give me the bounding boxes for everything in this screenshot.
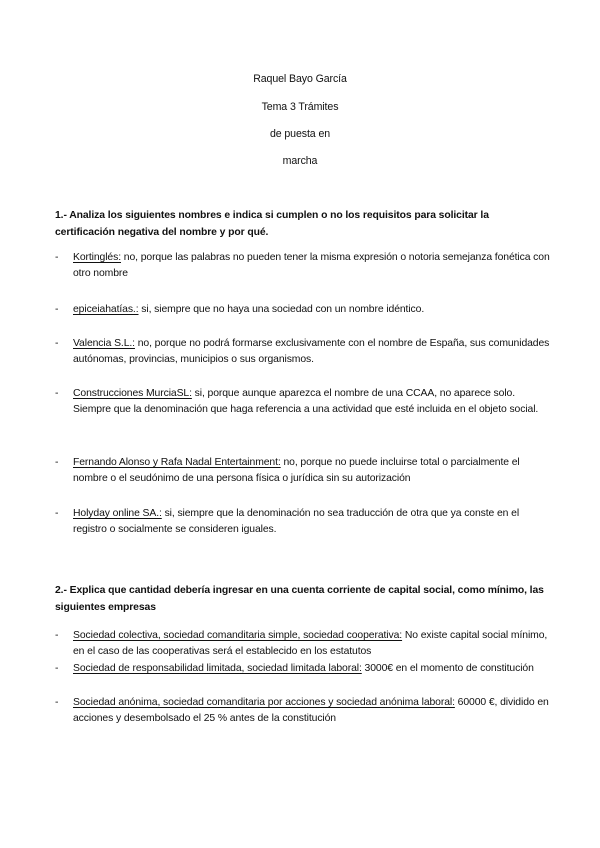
list-bullet: - xyxy=(55,304,59,315)
item-term: Sociedad de responsabilidad limitada, sociedad limitada laboral: xyxy=(73,663,362,674)
q1-list-item xyxy=(55,302,550,318)
author-name: Raquel Bayo García xyxy=(253,73,347,85)
item-answer: si, siempre que no haya una sociedad con un nombre idéntico. xyxy=(138,304,425,315)
list-bullet: - xyxy=(55,630,59,641)
topic-line-1: Tema 3 Trámites xyxy=(261,101,339,113)
item-answer: no, porque no puede incluirse total o parcialmente el nombre o el seudónimo de una persona física o jurídica sin su autorización xyxy=(73,457,520,484)
list-bullet: - xyxy=(55,457,59,468)
item-term: Fernando Alonso y Rafa Nadal Entertainment: xyxy=(73,457,281,468)
q1-list-item xyxy=(55,336,550,368)
list-bullet: - xyxy=(55,697,59,708)
item-answer: no, porque no podrá formarse exclusivamente con el nombre de España, sus comunidades autónomas, provincias, municipios o sus organismos. xyxy=(73,338,550,365)
list-bullet: - xyxy=(55,663,59,674)
topic-line-2: de puesta en xyxy=(269,128,331,140)
item-term: Holyday online SA.: xyxy=(73,508,162,519)
item-answer: si, porque aunque aparezca el nombre de una CCAA, no aparece solo. Siempre que la denominación que haga referencia a una actividad que esté incluida en el objeto social. xyxy=(73,388,539,415)
q1-list-item xyxy=(55,455,550,487)
item-term: epiceiahatías.: xyxy=(73,304,139,315)
item-answer: No existe capital social mínimo, en el caso de las cooperativas será el establecido en los estatutos xyxy=(73,630,548,657)
item-term: Kortinglés: xyxy=(73,252,121,263)
item-term: Sociedad anónima, sociedad comanditaria por acciones y sociedad anónima laboral: xyxy=(73,697,455,708)
q1-list-item xyxy=(55,386,550,418)
list-bullet: - xyxy=(55,338,59,349)
item-answer: 60000 €, dividido en acciones y desembolsado el 25 % antes de la constitución xyxy=(73,697,549,724)
list-bullet: - xyxy=(55,388,59,399)
topic-line-3: marcha xyxy=(282,155,318,167)
item-term: Sociedad colectiva, sociedad comanditaria simple, sociedad cooperativa: xyxy=(73,630,403,641)
q2-list-item xyxy=(55,661,550,677)
item-term: Construcciones MurciaSL: xyxy=(73,388,192,399)
list-bullet: - xyxy=(55,252,59,263)
question-2-heading: 2.- Explica que cantidad debería ingresar en una cuenta corriente de capital social, como mínimo, las siguientes empresas xyxy=(55,585,544,613)
q1-list-item xyxy=(55,250,550,282)
question-1-heading: 1.- Analiza los siguientes nombres e indica si cumplen o no los requisitos para solicitar la certificación negativa del nombre y por qué. xyxy=(55,210,489,238)
list-bullet: - xyxy=(55,508,59,519)
q2-list-item xyxy=(55,695,550,727)
item-answer: si, siempre que la denominación no sea traducción de otra que ya conste en el registro o socialmente se consideren iguales. xyxy=(73,508,520,535)
item-answer: no, porque las palabras no pueden tener la misma expresión o notoria semejanza fonética con otro nombre xyxy=(73,252,550,279)
item-answer: 3000€ en el momento de constitución xyxy=(361,663,534,674)
q2-list-item xyxy=(55,628,550,660)
item-term: Valencia S.L.: xyxy=(73,338,135,349)
q1-list-item xyxy=(55,506,550,538)
